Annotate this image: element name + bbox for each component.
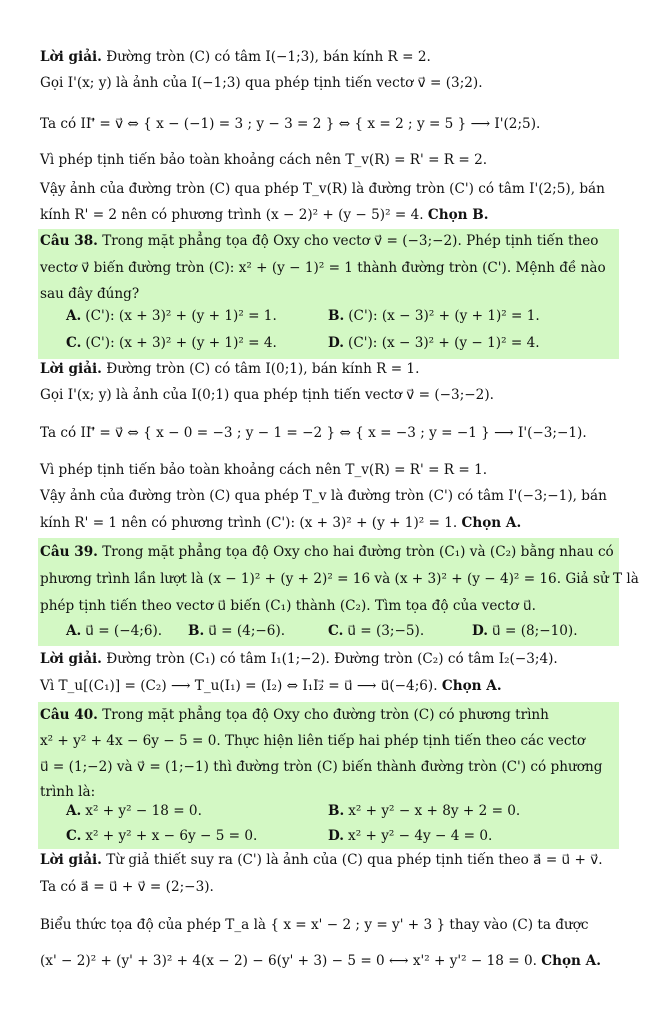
question-40-box — [38, 702, 619, 849]
option-b[interactable]: B. (C'): (x − 3)² + (y + 1)² = 1. — [328, 308, 540, 324]
q40-options-row-2 — [66, 828, 615, 844]
sol39-line-1 — [40, 651, 625, 667]
q38-line-1 — [40, 233, 615, 249]
option-a[interactable]: A. x² + y² − 18 = 0. — [66, 803, 202, 819]
solution-text: Đường tròn (C) có tâm I(−1;3), bán kính R = 2. — [106, 49, 431, 65]
answer-choice: Chọn A. — [461, 515, 522, 531]
q40-line-4: trình là: — [40, 784, 96, 800]
option-b[interactable]: B. u⃗ = (4;−6). — [188, 623, 286, 639]
sol38-line-6 — [40, 515, 625, 531]
question-39-box — [38, 538, 639, 646]
sol37-line-5: Vậy ảnh của đường tròn (C) qua phép T_v(R) là đường tròn (C') có tâm I'(2;5), bán — [40, 181, 605, 197]
q39-line-1 — [40, 544, 615, 560]
sol38-line-4: Vì phép tịnh tiến bảo toàn khoảng cách nên T_v(R) = R' = R = 1. — [40, 462, 488, 478]
question-number: Câu 39. — [40, 544, 98, 560]
question-number: Câu 40. — [40, 707, 98, 723]
sol40-line-2: Ta có a⃗ = u⃗ + v⃗ = (2;−3). — [40, 879, 214, 895]
q40-options-row-1 — [66, 803, 615, 819]
solution-label: Lời giải. — [40, 49, 102, 65]
solution-text: Đường tròn (C) có tâm I(0;1), bán kính R = 1. — [106, 361, 420, 377]
option-c[interactable]: C. (C'): (x + 3)² + (y + 1)² = 4. — [66, 335, 277, 351]
question-38-box — [38, 229, 619, 359]
solution-text: (x' − 2)² + (y' + 3)² + 4(x − 2) − 6(y' + 3) − 5 = 0 ⟷ x'² + y'² − 18 = 0. — [40, 953, 537, 969]
option-d[interactable]: D. x² + y² − 4y − 4 = 0. — [328, 828, 493, 844]
option-d[interactable]: D. u⃗ = (8;−10). — [472, 623, 578, 639]
q40-line-1 — [40, 707, 615, 723]
option-d[interactable]: D. (C'): (x − 3)² + (y − 1)² = 4. — [328, 335, 540, 351]
option-b[interactable]: B. x² + y² − x + 8y + 2 = 0. — [328, 803, 521, 819]
solution-text: Từ giả thiết suy ra (C') là ảnh của (C) qua phép tịnh tiến theo a⃗ = u⃗ + v⃗. — [106, 852, 603, 868]
sol38-line-5: Vậy ảnh của đường tròn (C) qua phép T_v là đường tròn (C') có tâm I'(−3;−1), bán — [40, 488, 607, 504]
solution-text: Đường tròn (C₁) có tâm I₁(1;−2). Đường tròn (C₂) có tâm I₂(−3;4). — [106, 651, 558, 667]
option-a[interactable]: A. u⃗ = (−4;6). — [66, 623, 163, 639]
option-c[interactable]: C. x² + y² + x − 6y − 5 = 0. — [66, 828, 258, 844]
solution-text: kính R' = 2 nên có phương trình (x − 2)² + (y − 5)² = 4. — [40, 207, 424, 223]
solution-text: Vì T_u[(C₁)] = (C₂) ⟶ T_u(I₁) = (I₂) ⇔ I₁I₂⃗ = u⃗ ⟶ u⃗(−4;6). — [40, 678, 438, 694]
sol40-line-4 — [40, 953, 625, 969]
question-text: Trong mặt phẳng tọa độ Oxy cho đường tròn (C) có phương trình — [102, 707, 549, 723]
q38-line-2: vectơ v⃗ biến đường tròn (C): x² + (y − 1)² = 1 thành đường tròn (C'). Mệnh đề nào — [40, 260, 606, 276]
sol39-line-2 — [40, 678, 625, 694]
q40-line-2: x² + y² + 4x − 6y − 5 = 0. Thực hiện liên tiếp hai phép tịnh tiến theo các vectơ — [40, 733, 586, 749]
q40-line-3: u⃗ = (1;−2) và v⃗ = (1;−1) thì đường tròn (C) biến thành đường tròn (C') có phương — [40, 759, 603, 775]
option-a[interactable]: A. (C'): (x + 3)² + (y + 1)² = 1. — [66, 308, 277, 324]
sol38-line-2: Gọi I'(x; y) là ảnh của I(0;1) qua phép tịnh tiến vectơ v⃗ = (−3;−2). — [40, 387, 494, 403]
sol37-line-3: Ta có II'⃗ = v⃗ ⇔ { x − (−1) = 3 ; y − 3 = 2 } ⇔ { x = 2 ; y = 5 } ⟶ I'(2;5). — [40, 116, 541, 132]
sol40-line-1 — [40, 852, 625, 868]
question-text: Trong mặt phẳng tọa độ Oxy cho vectơ v⃗ = (−3;−2). Phép tịnh tiến theo — [102, 233, 599, 249]
q39-line-3: phép tịnh tiến theo vectơ u⃗ biến (C₁) thành (C₂). Tìm tọa độ của vectơ u⃗. — [40, 598, 536, 614]
q38-options-row-1 — [66, 308, 615, 324]
option-c[interactable]: C. u⃗ = (3;−5). — [328, 623, 425, 639]
solution-label: Lời giải. — [40, 852, 102, 868]
sol38-line-1 — [40, 361, 625, 377]
q39-options-row — [66, 623, 615, 639]
solution-label: Lời giải. — [40, 361, 102, 377]
question-text: Trong mặt phẳng tọa độ Oxy cho hai đường tròn (C₁) và (C₂) bằng nhau có — [102, 544, 614, 560]
solution-text: kính R' = 1 nên có phương trình (C'): (x + 3)² + (y + 1)² = 1. — [40, 515, 458, 531]
sol37-line-4: Vì phép tịnh tiến bảo toàn khoảng cách nên T_v(R) = R' = R = 2. — [40, 152, 488, 168]
q39-line-2: phương trình lần lượt là (x − 1)² + (y + 2)² = 16 và (x + 3)² + (y − 4)² = 16. Giả sử T là — [40, 571, 639, 587]
answer-choice: Chọn A. — [441, 678, 502, 694]
answer-choice: Chọn B. — [427, 207, 489, 223]
question-number: Câu 38. — [40, 233, 98, 249]
sol40-line-3: Biểu thức tọa độ của phép T_a là { x = x' − 2 ; y = y' + 3 } thay vào (C) ta được — [40, 917, 589, 933]
sol37-line-1 — [40, 49, 625, 65]
sol37-line-6 — [40, 207, 625, 223]
sol38-line-3: Ta có II'⃗ = v⃗ ⇔ { x − 0 = −3 ; y − 1 = −2 } ⇔ { x = −3 ; y = −1 } ⟶ I'(−3;−1). — [40, 425, 587, 441]
solution-label: Lời giải. — [40, 651, 102, 667]
answer-choice: Chọn A. — [541, 953, 601, 969]
sol37-line-2: Gọi I'(x; y) là ảnh của I(−1;3) qua phép tịnh tiến vectơ v⃗ = (3;2). — [40, 75, 483, 91]
q38-line-3: sau đây đúng? — [40, 286, 140, 302]
q38-options-row-2 — [66, 335, 615, 351]
